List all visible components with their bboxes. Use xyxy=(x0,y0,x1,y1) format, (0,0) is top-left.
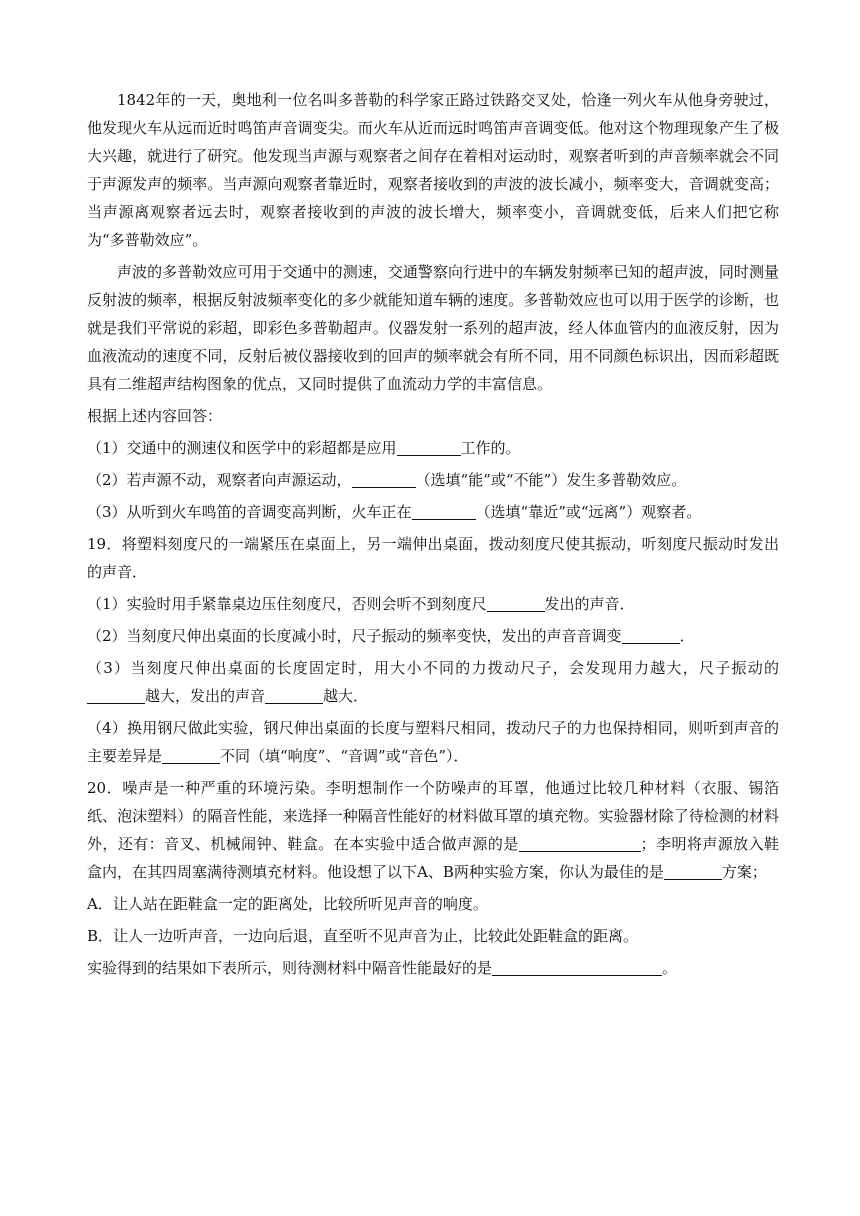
answer-blank[interactable] xyxy=(87,687,145,704)
answer-blank[interactable] xyxy=(265,687,323,704)
q18-sub-3 xyxy=(87,498,779,526)
q20-result-text-a: 实验得到的结果如下表所示，则待测材料中隔音性能最好的是 xyxy=(87,959,493,977)
q18-sub-3-text-a: （3）从听到火车鸣笛的音调变高判断，火车正在 xyxy=(87,503,412,521)
q20-stem xyxy=(87,774,779,886)
q19-sub-3-text-c: 越大． xyxy=(323,687,369,705)
q20-result-text-b: 。 xyxy=(662,959,678,977)
q18-sub-2-text-a: （2）若声源不动，观察者向声源运动， xyxy=(87,471,352,489)
q19-sub-4 xyxy=(87,714,779,770)
document-content xyxy=(87,86,779,982)
q18-sub-1 xyxy=(87,434,779,462)
passage-paragraph-1: 1842年的一天，奥地利一位名叫多普勒的科学家正路过铁路交叉处，恰逢一列火车从他身旁驶过，他发现火车从远而近时鸣笛声音调变尖。而火车从近而远时鸣笛声音调变低。他对这个物理现象产生了极大兴趣，就进行了研究。他发现当声源与观察者之间存在着相对运动时，观察者听到的声音频率就会不同于声源发声的频率。当声源向观察者靠近时，观察者接收到的声波的波长减小，频率变大，音调就变高；当声源离观察者远去时，观察者接收到的声波的波长增大，频率变小，音调就变低，后来人们把它称为“多普勒效应”。 xyxy=(87,91,779,249)
q19-sub-1-text-a: （1）实验时用手紧靠桌边压住刻度尺，否则会听不到刻度尺 xyxy=(87,595,487,613)
answer-blank[interactable] xyxy=(519,835,641,852)
answer-blank[interactable] xyxy=(162,747,220,764)
q19-sub-2 xyxy=(87,622,779,650)
passage-paragraph-2: 声波的多普勒效应可用于交通中的测速，交通警察向行进中的车辆发射频率已知的超声波，同时测量反射波的频率，根据反射波频率变化的多少就能知道车辆的速度。多普勒效应也可以用于医学的诊断，也就是我们平常说的彩超，即彩色多普勒超声。仪器发射一系列的超声波，经人体血管内的血液反射，因为血液流动的速度不同，反射后被仪器接收到的回声的频率就会有所不同，用不同颜色标识出，因而彩超既具有二维超声结构图象的优点，又同时提供了血流动力学的丰富信息。 xyxy=(87,263,779,393)
q19-sub-3-text-a: （3）当刻度尺伸出桌面的长度固定时，用大小不同的力拨动尺子，会发现用力越大，尺子振动的 xyxy=(87,659,779,677)
answer-blank[interactable] xyxy=(412,503,476,520)
q19-sub-1-text-b: 发出的声音． xyxy=(544,595,635,613)
answer-blank[interactable] xyxy=(487,595,545,612)
q18-sub-1-text-b: 工作的。 xyxy=(460,439,521,457)
q19-stem: 19．将塑料刻度尺的一端紧压在桌面上，另一端伸出桌面，拨动刻度尺使其振动，听刻度尺振动时发出的声音． xyxy=(87,535,779,581)
q19-sub-3 xyxy=(87,654,779,710)
q19-sub-2-text-a: （2）当刻度尺伸出桌面的长度减小时，尺子振动的频率变快，发出的声音音调变 xyxy=(87,627,622,645)
q19-sub-4-text-a: （4）换用钢尺做此实验，钢尺伸出桌面的长度与塑料尺相同，拨动尺子的力也保持相同，则听到声音的主要差异是 xyxy=(87,719,779,765)
q20-option-a: A．让人站在距鞋盒一定的距离处，比较所听见声音的响度。 xyxy=(87,895,488,913)
q18-sub-3-text-b: （选填“靠近”或“远离”）观察者。 xyxy=(475,503,702,521)
answer-blank[interactable] xyxy=(622,627,680,644)
q19-sub-2-text-b: ． xyxy=(679,627,695,645)
q18-sub-2 xyxy=(87,466,779,494)
q20-result xyxy=(87,954,779,982)
q19-sub-1 xyxy=(87,590,779,618)
q20-option-b: B．让人一边听声音，一边向后退，直至听不见声音为止，比较此处距鞋盒的距离。 xyxy=(87,927,639,945)
passage-prompt: 根据上述内容回答： xyxy=(87,407,223,425)
q20-stem-text-c: 方案； xyxy=(721,863,767,881)
q20-stem-text-a: 20．噪声是一种严重的环境污染。李明想制作一个防噪声的耳罩，他通过比较几种材料（衣服、锡箔纸、泡沫塑料）的隔音性能，来选择一种隔音性能好的材料做耳罩的填充物。实验器材除了待检测的材料外，还有：音叉、机械闹钟、鞋盒。在本实验中适合做声源的是 xyxy=(87,779,779,853)
answer-blank[interactable] xyxy=(397,439,461,456)
q18-sub-2-text-b: （选填“能”或“不能”）发生多普勒效应。 xyxy=(415,471,687,489)
q19-sub-3-text-b: 越大，发出的声音 xyxy=(145,687,266,705)
answer-blank[interactable] xyxy=(492,959,662,976)
q19-sub-4-text-b: 不同（填“响度”、“音调”或“音色”）． xyxy=(220,747,469,765)
q20-stem-text-b: ；李明将声源放入鞋盒内，在其四周塞满待测填充材料。他设想了以下A、B两种实验方案，你认为最佳的是 xyxy=(87,835,779,881)
answer-blank[interactable] xyxy=(664,863,722,880)
q18-sub-1-text-a: （1）交通中的测速仪和医学中的彩超都是应用 xyxy=(87,439,397,457)
answer-blank[interactable] xyxy=(352,471,416,488)
